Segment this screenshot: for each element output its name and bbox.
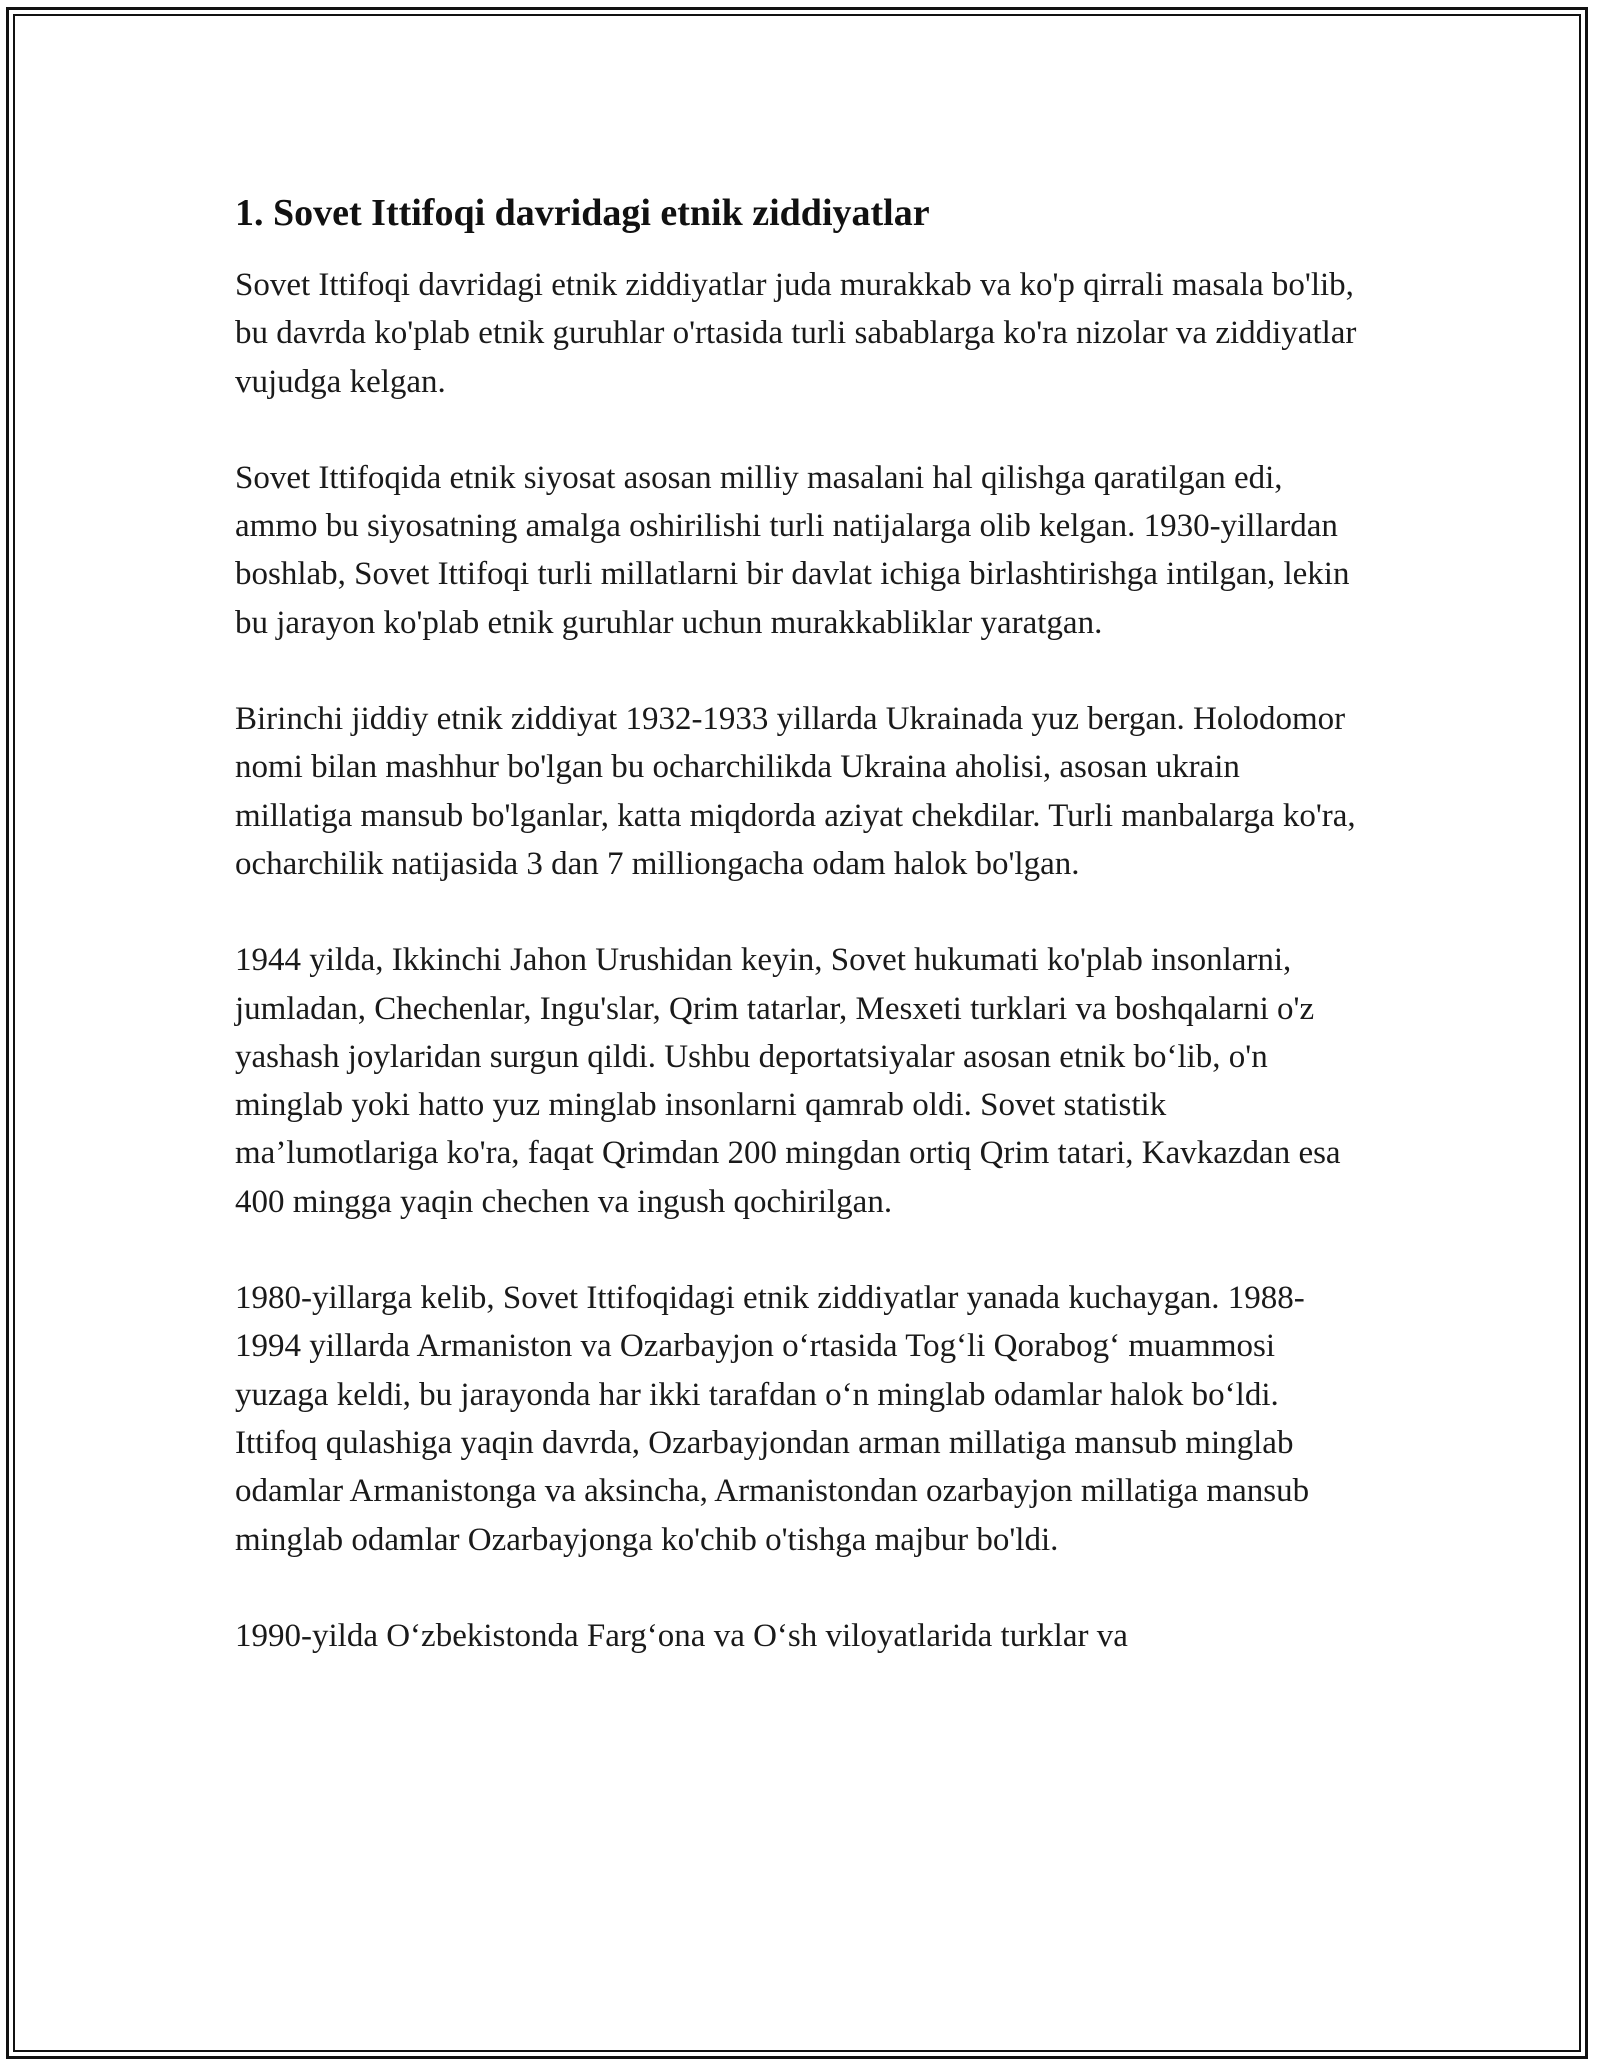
paragraph-intro: Sovet Ittifoqi davridagi etnik ziddiyatlar juda murakkab va ko'p qirrali masala bo'lib, bu davrda ko'plab etnik guruhlar o'rtasida turli sabablarga ko'ra nizolar va ziddiyatlar vujudga kelgan. xyxy=(235,267,1357,400)
paragraph-ethnic-policy: Sovet Ittifoqida etnik siyosat asosan milliy masalani hal qilishga qaratilgan edi, ammo bu siyosatning amalga oshirilishi turli natijalarga olib kelgan. 1930-yillardan boshlab, Sovet Ittifoqi turli millatlarni bir davlat ichiga birlashtirishga intilgan, lekin bu jarayon ko'plab etnik guruhlar uchun murakkabliklar yaratgan. xyxy=(235,459,1350,641)
paragraph-karabakh: 1980-yillarga kelib, Sovet Ittifoqidagi etnik ziddiyatlar yanada kuchaygan. 1988-1994 yillarda Armaniston va Ozarbayjon o‘rtasida Tog‘li Qorabog‘ muammosi yuzaga keldi, bu jarayonda har ikki tarafdan o‘n minglab odamlar halok bo‘ldi. Ittifoq qulashiga yaqin davrda, Ozarbayjondan arman millatiga mansub minglab odamlar Armanistonga va aksincha, Armanistondan ozarbayjon millatiga mansub minglab odamlar Ozarbayjonga ko'chib o'tishga majbur bo'ldi. xyxy=(235,1280,1310,1558)
document-body xyxy=(235,187,1365,1708)
section-heading: 1. Sovet Ittifoqi davridagi etnik ziddiyatlar xyxy=(235,192,930,234)
paragraph-holodomor: Birinchi jiddiy etnik ziddiyat 1932-1933 yillarda Ukrainada yuz bergan. Holodomor nomi bilan mashhur bo'lgan bu ocharchilikda Ukraina aholisi, asosan ukrain millatiga mansub bo'lganlar, katta miqdorda aziyat chekdilar. Turli manbalarga ko'ra, ocharchilik natijasida 3 dan 7 milliongacha odam halok bo'lgan. xyxy=(235,701,1356,882)
paragraph-deportations: 1944 yilda, Ikkinchi Jahon Urushidan keyin, Sovet hukumati ko'plab insonlarni, jumladan, Chechenlar, Ingu'slar, Qrim tatarlar, Mesxeti turklari va boshqalarni o'z yashash joylaridan surgun qildi. Ushbu deportatsiyalar asosan etnik bo‘lib, o'n minglab yoki hatto yuz minglab insonlarni qamrab oldi. Sovet statistik ma’lumotlariga ko'ra, faqat Qrimdan 200 mingdan ortiq Qrim tatari, Kavkazdan esa 400 mingga yaqin chechen va ingush qochirilgan. xyxy=(235,942,1341,1220)
paragraph-fergana: 1990-yilda O‘zbekistonda Farg‘ona va O‘sh viloyatlarida turklar va xyxy=(235,1617,1128,1654)
